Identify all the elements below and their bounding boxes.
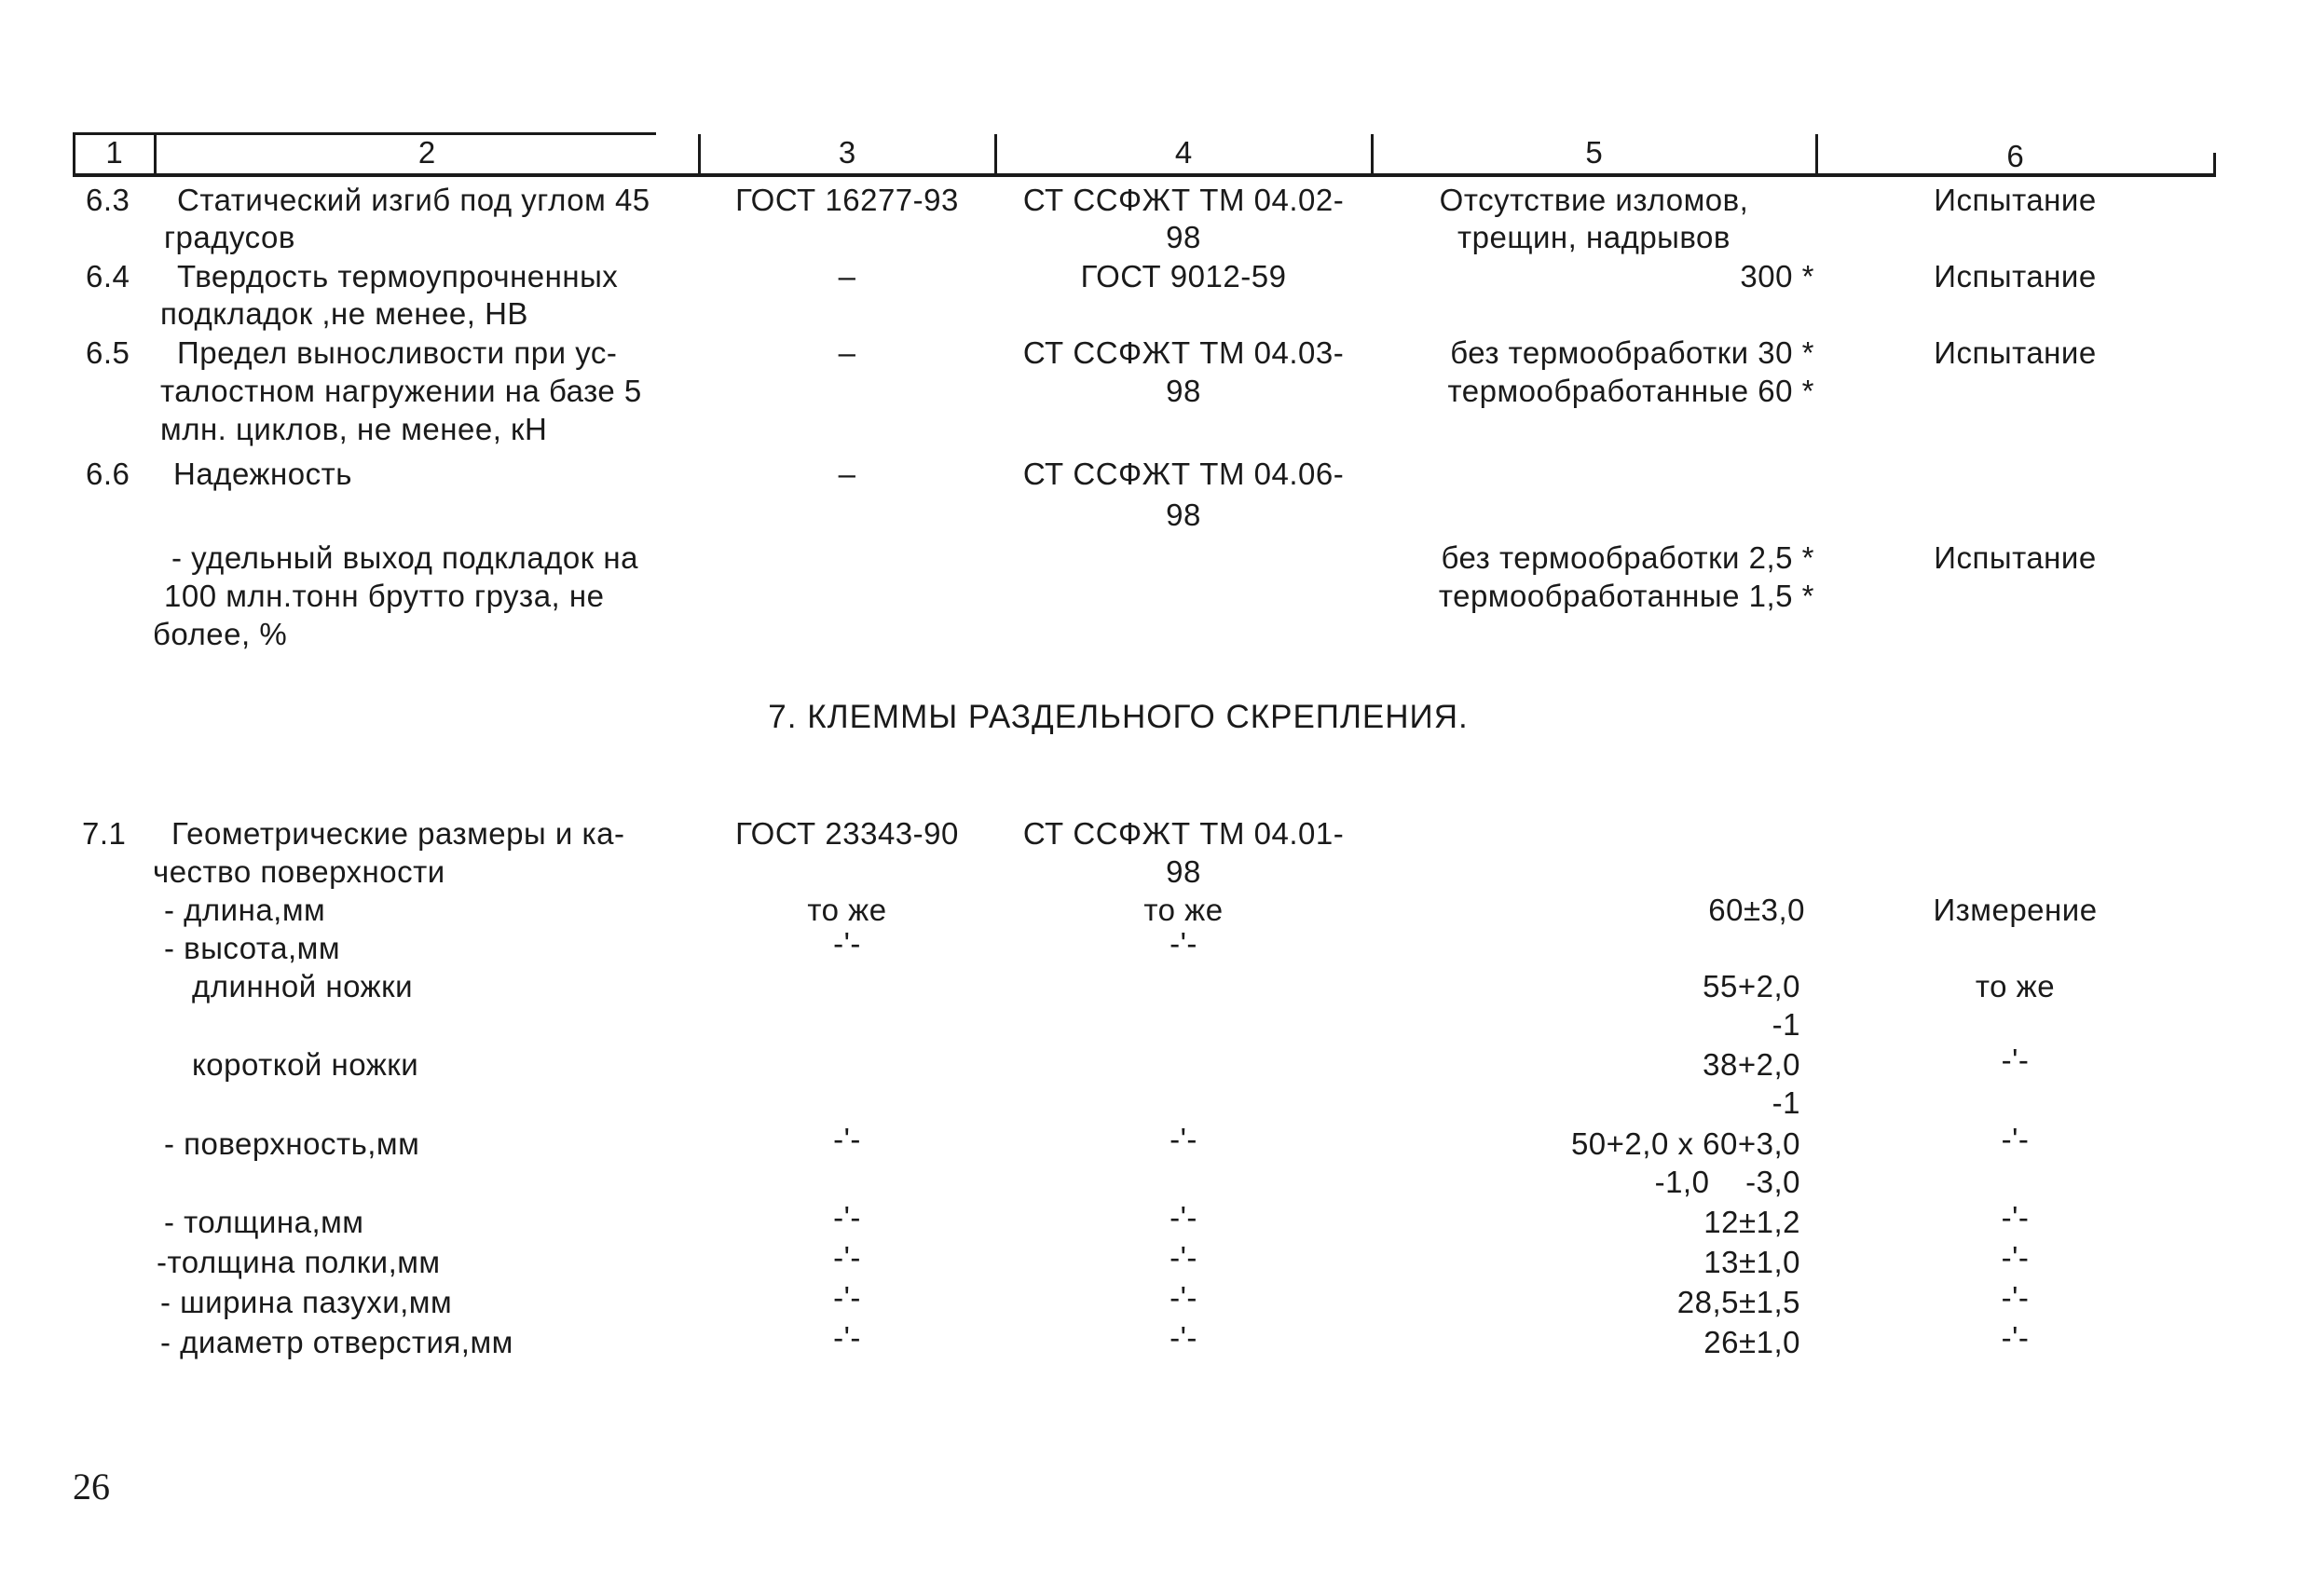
row-name-line: чество поверхности xyxy=(153,854,445,889)
row-method-line: то же xyxy=(1143,893,1224,927)
row-method-line: ГОСТ 9012-59 xyxy=(1080,259,1287,293)
row-method-line: -'- xyxy=(1170,1200,1197,1235)
row-value-line: 60±3,0 xyxy=(1708,893,1805,927)
header-col-5: 5 xyxy=(1585,135,1603,170)
row-name-line: - ширина пазухи,мм xyxy=(160,1285,453,1319)
row-standard: -'- xyxy=(833,1280,861,1315)
row-value-tolerance: -1 xyxy=(1772,1007,1800,1042)
row-number: 7.1 xyxy=(82,816,127,851)
row-name-line: - удельный выход подкладок на xyxy=(171,540,638,575)
row-name-line: длинной ножки xyxy=(192,969,414,1003)
row-name-line: подкладок ,не менее, НВ xyxy=(160,296,528,331)
row-method-line: -'- xyxy=(1170,926,1197,961)
row-name-line: Предел выносливости при ус- xyxy=(177,335,618,370)
row-value-line: без термообработки 30 * xyxy=(1450,335,1814,370)
row-number: 6.6 xyxy=(86,457,130,491)
row-standard: -'- xyxy=(833,1240,861,1275)
row-name-line: Геометрические размеры и ка- xyxy=(171,816,625,851)
header-col-4: 4 xyxy=(1174,135,1193,170)
page-number: 26 xyxy=(73,1466,110,1507)
row-value-line: термообработанные 1,5 * xyxy=(1438,579,1814,613)
row-control: Испытание xyxy=(1934,335,2097,370)
row-name-line: Твердость термоупрочненных xyxy=(177,259,619,293)
row-name-line: - поверхность,мм xyxy=(164,1126,420,1161)
row-standard: – xyxy=(838,457,856,491)
row-method-line: СТ ССФЖТ ТМ 04.06- xyxy=(1022,457,1345,491)
row-name-line: млн. циклов, не менее, кН xyxy=(160,412,548,446)
row-control: Испытание xyxy=(1934,540,2097,575)
row-value-line: 26±1,0 xyxy=(1703,1325,1800,1359)
header-top-rule xyxy=(73,132,656,135)
row-method-line: 98 xyxy=(1166,374,1201,408)
row-value-line: 12±1,2 xyxy=(1703,1205,1800,1239)
row-control: -'- xyxy=(2001,1043,2030,1077)
row-name-line: более, % xyxy=(153,617,288,651)
row-value-tolerance: -1,0 -3,0 xyxy=(1654,1165,1800,1199)
header-col-1: 1 xyxy=(105,135,123,170)
row-value-line: 55+2,0 xyxy=(1703,969,1800,1003)
row-control: -'- xyxy=(2001,1320,2030,1355)
row-standard: ГОСТ 23343-90 xyxy=(735,816,959,851)
header-col-3: 3 xyxy=(838,135,856,170)
row-value-line: термообработанные 60 * xyxy=(1447,374,1814,408)
row-name-line: Статический изгиб под углом 45 xyxy=(177,183,650,217)
row-method-line: 98 xyxy=(1166,854,1201,889)
header-col-2: 2 xyxy=(417,135,436,170)
row-method-line: -'- xyxy=(1170,1122,1197,1156)
row-number: 6.5 xyxy=(86,335,130,370)
row-method-line: СТ ССФЖТ ТМ 04.02- xyxy=(1022,183,1345,217)
row-control: -'- xyxy=(2001,1240,2030,1275)
row-name-line: - длина,мм xyxy=(164,893,326,927)
row-method-line: СТ ССФЖТ ТМ 04.03- xyxy=(1022,335,1345,370)
row-name-line: талостном нагружении на базе 5 xyxy=(160,374,642,408)
row-control: Испытание xyxy=(1934,259,2097,293)
row-value-line: трещин, надрывов xyxy=(1457,220,1731,254)
row-control: -'- xyxy=(2001,1200,2030,1235)
row-number: 6.4 xyxy=(86,259,130,293)
section-title: 7. КЛЕММЫ РАЗДЕЛЬНОГО СКРЕПЛЕНИЯ. xyxy=(768,699,1469,735)
row-value-line: 300 * xyxy=(1740,259,1814,293)
row-number: 6.3 xyxy=(86,183,130,217)
row-control: то же xyxy=(1975,969,2056,1003)
row-name-line: короткой ножки xyxy=(192,1047,419,1082)
row-name-line: Надежность xyxy=(173,457,352,491)
row-standard: то же xyxy=(807,893,887,927)
row-standard: -'- xyxy=(833,1122,861,1156)
row-method-line: -'- xyxy=(1170,1280,1197,1315)
row-name-line: -толщина полки,мм xyxy=(157,1245,441,1279)
row-standard: -'- xyxy=(833,1320,861,1355)
header-divider xyxy=(2213,153,2216,177)
row-name-line: - диаметр отверстия,мм xyxy=(160,1325,513,1359)
row-standard: – xyxy=(838,335,856,370)
row-method-line: СТ ССФЖТ ТМ 04.01- xyxy=(1022,816,1345,851)
row-standard: -'- xyxy=(833,926,861,961)
row-value-line: 28,5±1,5 xyxy=(1676,1285,1800,1319)
row-value-line: 50+2,0 х 60+3,0 xyxy=(1570,1126,1800,1161)
row-standard: -'- xyxy=(833,1200,861,1235)
row-control: Испытание xyxy=(1934,183,2097,217)
row-name-line: 100 млн.тонн брутто груза, не xyxy=(164,579,605,613)
row-method-line: 98 xyxy=(1166,220,1201,254)
row-name-line: - высота,мм xyxy=(164,931,341,965)
row-value-line: без термообработки 2,5 * xyxy=(1441,540,1814,575)
row-standard: – xyxy=(838,259,856,293)
row-value-line: 38+2,0 xyxy=(1703,1047,1800,1082)
header-col-6: 6 xyxy=(2006,139,2024,173)
row-method-line: 98 xyxy=(1166,498,1201,532)
row-control: -'- xyxy=(2001,1280,2030,1315)
row-standard: ГОСТ 16277-93 xyxy=(735,183,959,217)
row-method-line: -'- xyxy=(1170,1240,1197,1275)
row-value-tolerance: -1 xyxy=(1772,1085,1800,1120)
row-value-line: 13±1,0 xyxy=(1703,1245,1800,1279)
row-name-line: градусов xyxy=(164,220,295,254)
header-bottom-rule xyxy=(73,173,2216,177)
row-value-line: Отсутствие изломов, xyxy=(1439,183,1749,217)
row-name-line: - толщина,мм xyxy=(164,1205,364,1239)
row-control: Измерение xyxy=(1933,893,2098,927)
row-method-line: -'- xyxy=(1170,1320,1197,1355)
row-control: -'- xyxy=(2001,1122,2030,1156)
